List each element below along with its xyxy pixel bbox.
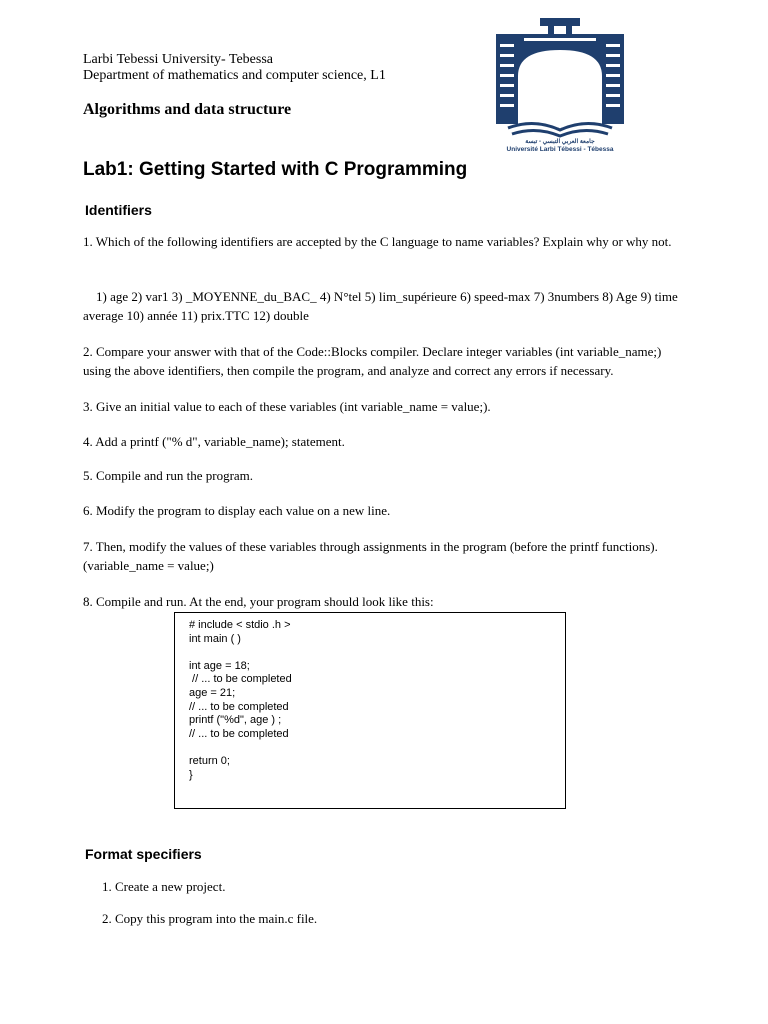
department-name: Department of mathematics and computer science, L1 (83, 68, 386, 83)
section-heading-identifiers: Identifiers (85, 202, 152, 218)
question-2: 2. Compare your answer with that of the Code::Blocks compiler. Declare integer variables (int variable_name;) using the above identifiers, then compile the program, and analyze and correct any errors if necessary. (83, 344, 662, 378)
step-1: 1. Create a new project. (102, 879, 226, 894)
university-name: Larbi Tebessi University- Tebessa (83, 52, 273, 67)
question-8: 8. Compile and run. At the end, your program should look like this: (83, 594, 434, 609)
question-4: 4. Add a printf ("% d", variable_name); statement. (83, 434, 345, 449)
question-1: 1. Which of the following identifiers are accepted by the C language to name variables? Explain why or why not. (83, 234, 672, 249)
university-logo (490, 14, 630, 158)
code-listing: # include < stdio .h > int main ( ) int age = 18; // ... to be completed age = 21; // ... to be completed printf ("%d", age ) ; // ... to be completed return 0; } (189, 619, 292, 781)
question-5: 5. Compile and run the program. (83, 468, 254, 483)
step-2: 2. Copy this program into the main.c file. (102, 911, 318, 926)
identifier-list: 1) age 2) var1 3) _MOYENNE_du_BAC_ 4) N°tel 5) lim_supérieure 6) speed-max 7) 3numbers 8) Age 9) time average 10) année 11) prix.TTC 12) double (83, 289, 678, 323)
question-3: 3. Give an initial value to each of these variables (int variable_name = value;). (83, 399, 491, 414)
logo-caption (490, 138, 630, 154)
code-listing-box (174, 612, 566, 809)
question-6: 6. Modify the program to display each value on a new line. (83, 503, 391, 518)
logo-caption-arabic: جامعة العربي التبسي - تبسة (525, 139, 595, 145)
course-title: Algorithms and data structure (83, 101, 292, 118)
logo-caption-latin: Université Larbi Tébessi - Tébessa (506, 146, 614, 153)
question-7: 7. Then, modify the values of these variables through assignments in the program (before the printf functions). (variable_name = value;) (83, 539, 658, 573)
lab-title: Lab1: Getting Started with C Programming (83, 159, 468, 180)
section-heading-format-specifiers: Format specifiers (85, 846, 202, 862)
